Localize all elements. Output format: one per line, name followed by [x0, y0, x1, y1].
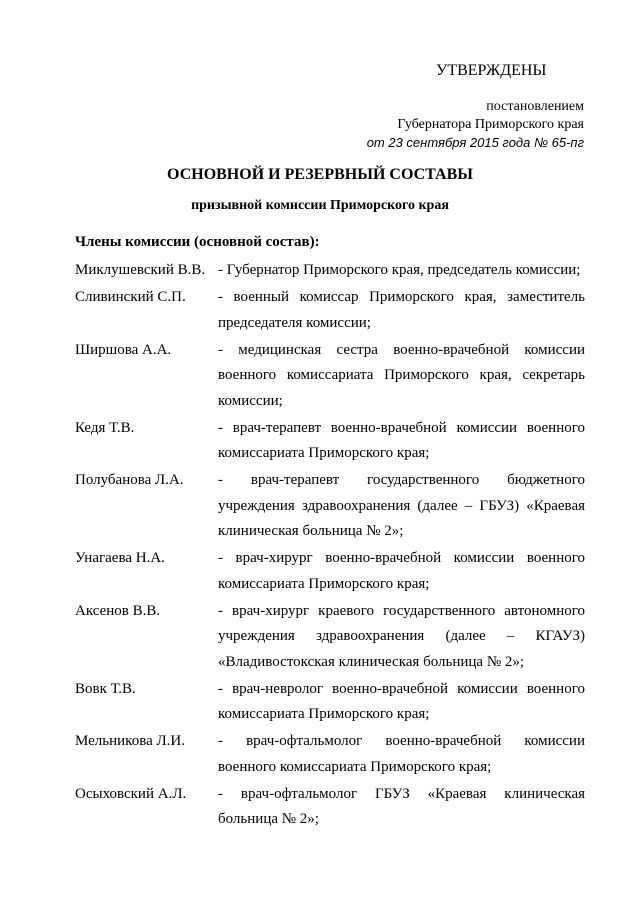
member-name: Унагаева Н.А.	[75, 550, 165, 566]
member-role: - медицинская сестра военно-врачебной комиссии военного комиссариата Приморского края, секретарь комиссии;	[218, 341, 585, 409]
decree-line-2: Губернатора Приморского края	[397, 117, 584, 132]
member-name: Сливинский С.П.	[75, 289, 186, 305]
document-subtitle: призывной комиссии Приморского края	[191, 198, 449, 213]
section-heading: Члены комиссии (основной состав):	[75, 234, 320, 250]
member-role: - врач-терапевт военно-врачебной комиссии военного комиссариата Приморского края;	[218, 419, 585, 461]
member-role: - военный комиссар Приморского края, заместитель председателя комиссии;	[218, 289, 585, 331]
member-row	[75, 285, 585, 336]
member-role: - врач-невролог военно-врачебной комиссии военного комиссариата Приморского края;	[218, 680, 585, 722]
member-row	[75, 338, 585, 415]
member-row	[75, 782, 585, 833]
member-row	[75, 729, 585, 780]
member-role: - врач-хирург краевого государственного автономного учреждения здравоохранения (далее – КГАУЗ) «Владивостокская клиническая больница № 2»;	[218, 602, 585, 670]
member-name: Полубанова Л.А.	[75, 472, 184, 488]
members-list	[75, 258, 585, 834]
member-name: Миклушевский В.В.	[75, 262, 206, 278]
member-name: Осыховский А.Л.	[75, 785, 187, 802]
member-row	[75, 599, 585, 676]
decree-reference	[367, 98, 584, 152]
member-row	[75, 258, 585, 284]
member-row	[75, 416, 585, 467]
decree-date: от 23 сентября 2015 года № 65-пг	[366, 135, 584, 150]
member-role: - врач-офтальмолог военно-врачебной комиссии военного комиссариата Приморского края;	[218, 733, 585, 775]
approved-stamp: УТВЕРЖДЕНЫ	[436, 62, 547, 79]
member-row	[75, 546, 585, 597]
member-row	[75, 677, 585, 728]
member-role: - Губернатор Приморского края, председатель комиссии;	[218, 262, 581, 278]
decree-line-1: постановлением	[486, 99, 584, 114]
member-row	[75, 468, 585, 545]
member-role: - врач-офтальмолог ГБУЗ «Краевая клиническая больница № 2»;	[218, 785, 585, 827]
member-name: Ширшова А.А.	[75, 341, 172, 358]
member-role: - врач-хирург военно-врачебной комиссии военного комиссариата Приморского края;	[218, 550, 585, 592]
member-role: - врач-терапевт государственного бюджетного учреждения здравоохранения (далее – ГБУЗ) «Краевая клиническая больница № 2»;	[218, 472, 585, 539]
member-name: Аксенов В.В.	[75, 602, 161, 619]
member-name: Кедя Т.В.	[75, 419, 135, 436]
member-name: Мельникова Л.И.	[75, 733, 186, 749]
document-title: ОСНОВНОЙ И РЕЗЕРВНЫЙ СОСТАВЫ	[167, 166, 473, 183]
member-name: Вовк Т.В.	[75, 680, 136, 697]
